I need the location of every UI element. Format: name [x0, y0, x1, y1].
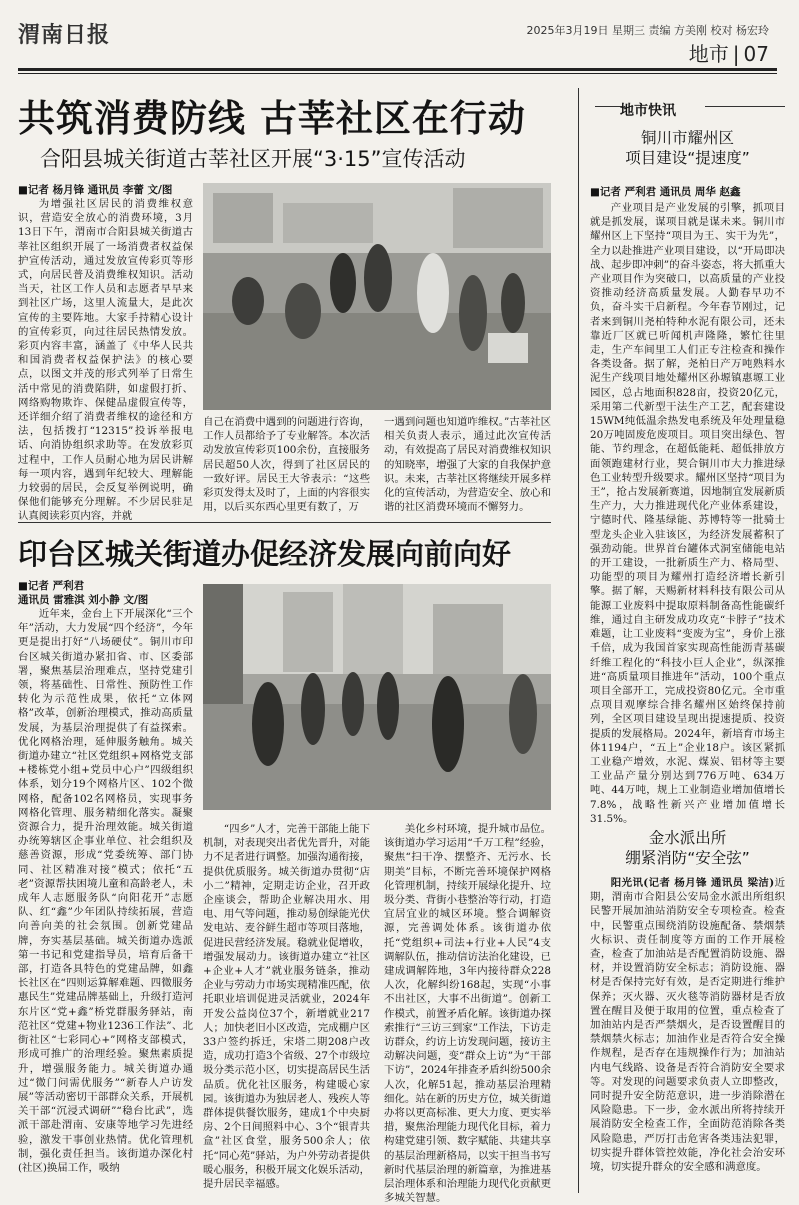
newspaper-logo: 渭南日报 — [18, 22, 111, 48]
sidebar-section-label: 地市快讯 — [620, 103, 676, 119]
sidebar-story1-title: 铜川市耀州区 项目建设“提速度” — [625, 129, 750, 167]
article2-body-col3: 美化乡村环境，提升城市品位。该街道办学习运用“千万工程”经验，聚焦“扫干净、摆整齐、无污水、长期美”目标，不断完善环境保护网格化管理机制，持续开展绿化提升、垃圾分类、背街小巷整治等行动，打造宜居宜业的城区环境。整合调解资源，完善调处体系。该街道办依托“党组织+司法+行业+人民”4支调解队伍，推动信访法治化建设，已建成调解阵地，3年内接待群众228人次，化解纠纷168起，实现“小事不出社区，大事不出街道”。创新工作模式，前置矛盾化解。该街道办探索推行“三访三到家”工作法，下访走访群众，约访上访发现问题，接访主动解决问题，变“群众上访”为“干部下访”，2024年排查矛盾纠纷500余人次，化解51起，推动基层治理精细化。站在新的历史方位，城关街道办将以更高标准、更大力度、更实举措，聚焦治理能力现代化目标，着力构建党建引领、数字赋能、共建共享的基层治理新格局，以实干担当书写新时代基层治理的新篇章，为推进基层治理体系和治理能力现代化贡献更多城关智慧。 — [384, 823, 551, 1205]
article2-body-col2: “四乡”人才，完善干部能上能下机制，对表现突出者优先晋升，对能力不足者进行调整。加强沟通衔接，提供优质服务。城关街道办贯彻“店小二”精神，定期走访企业，召开政企座谈会，帮助企业解决用水、用电、用气等问题，推动易创绿能光伏发电站、麦谷鲜生超市等项目落地，促进民营经济发展。稳就业促增收，增强发展动力。该街道办建立“社区+企业+人才”就业服务链条，推动企业与劳动力市场实现精准匹配，依托职业培训促进灵活就业，2024年开发公益岗位37个，新增就业217人；加快老旧小区改造，完成棚户区33户签约拆迁，宋塔二期208户改造，成功打造3个省级、27个市级垃圾分类示范小区，切实提高居民生活品质。优化社区服务，构建暖心家园。该街道办为独居老人、残疾人等群体提供餐饮服务，建成1个中央厨房、2个日间照料中心、3个“银青共盒”社区食堂，服务500余人；依托“同心苑”驿站，为户外劳动者提供暖心服务，积极开展文化娱乐活动，提升居民幸福感。 — [203, 823, 370, 1191]
article2-body-col1: 近年来，金台上下开展深化“三个年”活动，大力发展“四个经济”，今年更是提出打好“八场硬仗”。铜川市印台区城关街道办紧扣省、市、区委部署，聚焦基层治理难点，坚持党建引领，将基础性、日常性、预防性工作转化为示范性成果，依托“立体网格”改革，创新治理模式，推动高质量发展，为基层治理提供了有益探索。优化网格治理，延伸服务触角。城关街道办建立“社区党组织+网格党支部+楼栋党小组+党员中心户”四级组织体系，划分19个网格片区、102个微网格，配备102名网格员，实现事务网格化管理、服务精细化落实。凝聚资源合力，提升治理效能。城关街道办统筹辖区企事业单位、社会组织及慈善资源，形成“党委统筹、部门协同、社区精准对接”模式；依托“五老”资源帮扶困境儿童和高龄老人，未成年人志愿服务队“向阳花开”志愿队、红“鑫”少年团队持续拓展，营造向善向美的社会氛围。创新党建品牌，夯实基层基础。城关街道办选派第一书记和党建指导员，培育后备干部，打造各具特色的党建品牌，如鑫长社区在“四则运算解难题、四微服务惠民生”党建品牌基础上，升级打造河东片区“党+鑫”桥党群服务驿站，南范社区“党建+物业1236工作法”、北街社区“七彩同心+”网格支部模式，形成可推广的治理经验。聚焦素质提升，增强服务能力。城关街道办通过“微门问需优服务”“新春人户访发展”等活动密切干部群众关系，开展机关干部“沉浸式调研”“稳台比武”，选派干部赴渭南、安康等地学习先进经验，激发干事创业热情。优化管理机制，强化责任担当。该街道办深化村(社区)换届工作，吸纳 — [18, 608, 193, 1174]
article2-headline: 印台区城关街道办促经济发展向前向好 — [18, 537, 512, 571]
label-line-right — [705, 106, 785, 107]
article2-byline-reporter: ■记者 严利君 — [18, 580, 85, 592]
article1-body-col1: 为增强社区居民的消费维权意识，营造安全放心的消费环境，3月13日下午，渭南市合阳县城关街道古莘社区组织开展了一场消费者权益保护宣传活动，通过发放宣传彩页等形式，向居民普及消费维权知识。活动当天，社区工作人员和志愿者早早来到社区广场，这里人流量大，是此次宣传的主要阵地。大家手持精心设计的宣传彩页，向过往居民热情发放。彩页内容丰富，涵盖了《中华人民共和国消费者权益保护法》的核心要点，以图文并茂的形式列举了日常生活中常见的消费陷阱，如虚假打折、网络购物欺诈、保健品虚假宣传等，还详细介绍了消费者维权的途径和方法，包括拨打“12315”投诉举报电话、向消协组织求助等。在发放彩页过程中，工作人员耐心地为居民讲解每一项内容，遇到年纪较大、理解能力较弱的居民，会反复举例说明，确保他们能够充分理解。不少居民驻足认真阅读彩页内容，并就 — [18, 198, 193, 523]
article1-photo — [203, 183, 551, 410]
sidebar-story2-byline: 阳光讯(记者 杨月锋 通讯员 梁洁) — [610, 877, 775, 889]
masthead-rule — [18, 68, 777, 71]
article1-body-col3: 一遇到问题也知道咋维权。”古莘社区相关负责人表示，通过此次宣传活动，有效提高了居民对消费维权知识的知晓率，增强了大家的自我保护意识。未来，古莘社区将继续开展多样化的宣传活动，为营造安全、放心和谐的社区消费环境而不懈努力。 — [384, 416, 551, 514]
sidebar-story2-title: 金水派出所 绷紧消防“安全弦” — [625, 829, 750, 867]
sidebar-story1-byline: ■记者 严利君 通讯员 周华 赵鑫 — [590, 186, 741, 198]
article1-headline: 共筑消费防线 古莘社区在行动 — [18, 97, 526, 140]
divider-horizontal — [18, 522, 551, 523]
article1-body-col2: 自己在消费中遇到的问题进行咨询，工作人员都给予了专业解答。本次活动发放宣传彩页100余份，直接服务居民超50人次，得到了社区居民的一致好评。居民王大爷表示：“这些彩页发得太及时了，上面的内容很实用，以后买东西心里更有数了，万 — [203, 416, 370, 514]
masthead-rule-thin — [18, 73, 777, 74]
article1-subhead: 合阳县城关街道古莘社区开展“3·15”宣传活动 — [40, 147, 466, 171]
sidebar-story2-body: 阳光讯(记者 杨月锋 通讯员 梁洁)近期，渭南市合阳县公安局金水派出所组织民警开展加油站消防安全专项检查。检查中，民警重点围绕消防设施配备、禁烟禁火标识、责任制度等方面的工作开展检查，检查了加油站是否配置消防设施、器材，并设置消防安全标志；消防设施、器材是否保持完好有效，是否定期进行维护保养；灭火器、灭火毯等消防器材是否放置在醒目及便于取用的位置，重点检查了加油站内是否严禁烟火，是否设置醒目的禁烟禁火标志；加油作业是否符合安全操作规程，是否存在违规操作行为；加油站内电气线路、设备是否符合消防安全要求等。对发现的问题要求负责人立即整改，同时提升安全防范意识，进一步消除潜在风险隐患。下一步，金水派出所将持续开展消防安全检查工作，全面防范消除各类风险隐患，严厉打击危害各类违法犯罪，切实提升群体管控效能，净化社会治安环境，切实提升群众的安全感和满意度。 — [590, 877, 786, 1174]
sidebar-story1-body: 产业项目是产业发展的引擎，抓项目就是抓发展，谋项目就是谋未来。铜川市耀州区上下坚持“项目为王、实干为先”，全力以赴推进产业项目建设，以“开局即决战、起步即冲刺”的奋斗姿态，将大抓重大产业项目作为突破口，以高质量的产业投资推动经济高质量发展。人勤春早功不负，奋斗实干启新程。今年春节刚过，记者来到铜川尧柏特种水泥有限公司，还未靠近厂区就已听闻机声隆隆，繁忙往里走，生产车间里工人们正专注检查和操作各类设备。据了解，尧柏日产万吨熟料水泥生产线项目地处耀州区孙塬镇惠塬工业园区，总占地面积828亩，投资20亿元，采用第二代新型干法生产工艺，配套建设15WM纯低温余热发电系统及年处理量稳20万吨固废危废项目。项目突出绿色、智能、节约理念，在超低能耗、超低排放方面领跑建材行业，契合铜川市大力推进绿色工业转型升级要求。耀州区坚持“项目为王”，抢占发展新赛道，因地制宜发展新质生产力，大力推进现代化产业体系建设，宁德时代、隆基绿能、苏博特等一批骑士型龙头企业入驻该区，为经济发展蓄积了强劲动能。世界首台罐体式洞室储能电站的开工建设，一批新质生产力、格局型、功能型的项目为耀州打造经济增长新引擎。据了解，天赐新材料科技有限公司从能源工业废料中提取原料制备高性能碳纤维，通过自主研发成功攻克“卡脖子”技术难题，让工业废料“变废为宝”，身价上涨千倍，成为我国首家实现高性能沥青基碳纤维工程化的“科技小巨人企业”，纵深推进“高质量项目推进年”活动，100个重点项目全部开工，完成投资80亿元。全市重点项目观摩综合排名耀州区始终保持前列，全区项目建设呈现出提速提质、投资提质的发展格局。2024年，新培育市场主体1194户，“五上”企业18户。该区紧抓工业稳产增效，水泥、煤炭、铝材等主要工业品产量分别达到776万吨、634万吨、44万吨，规上工业制造业增加值增长7.8%，战略性新兴产业增加值增长31.5%。 — [590, 202, 785, 825]
section-header: 地市 | 07 — [688, 42, 769, 66]
divider-vertical — [578, 88, 579, 1193]
article1-byline: ■记者 杨月锋 通讯员 李蕾 文/图 — [18, 184, 173, 196]
label-line-left — [595, 106, 623, 107]
section-name: 地市 — [688, 42, 729, 66]
article2-photo — [203, 584, 551, 810]
page-number: 07 — [743, 42, 769, 66]
date-line: 2025年3月19日 星期三 责编 方美刚 校对 杨宏玲 — [526, 24, 769, 37]
article2-byline-correspondents: 通讯员 雷雅淇 刘小静 文/图 — [18, 594, 149, 606]
